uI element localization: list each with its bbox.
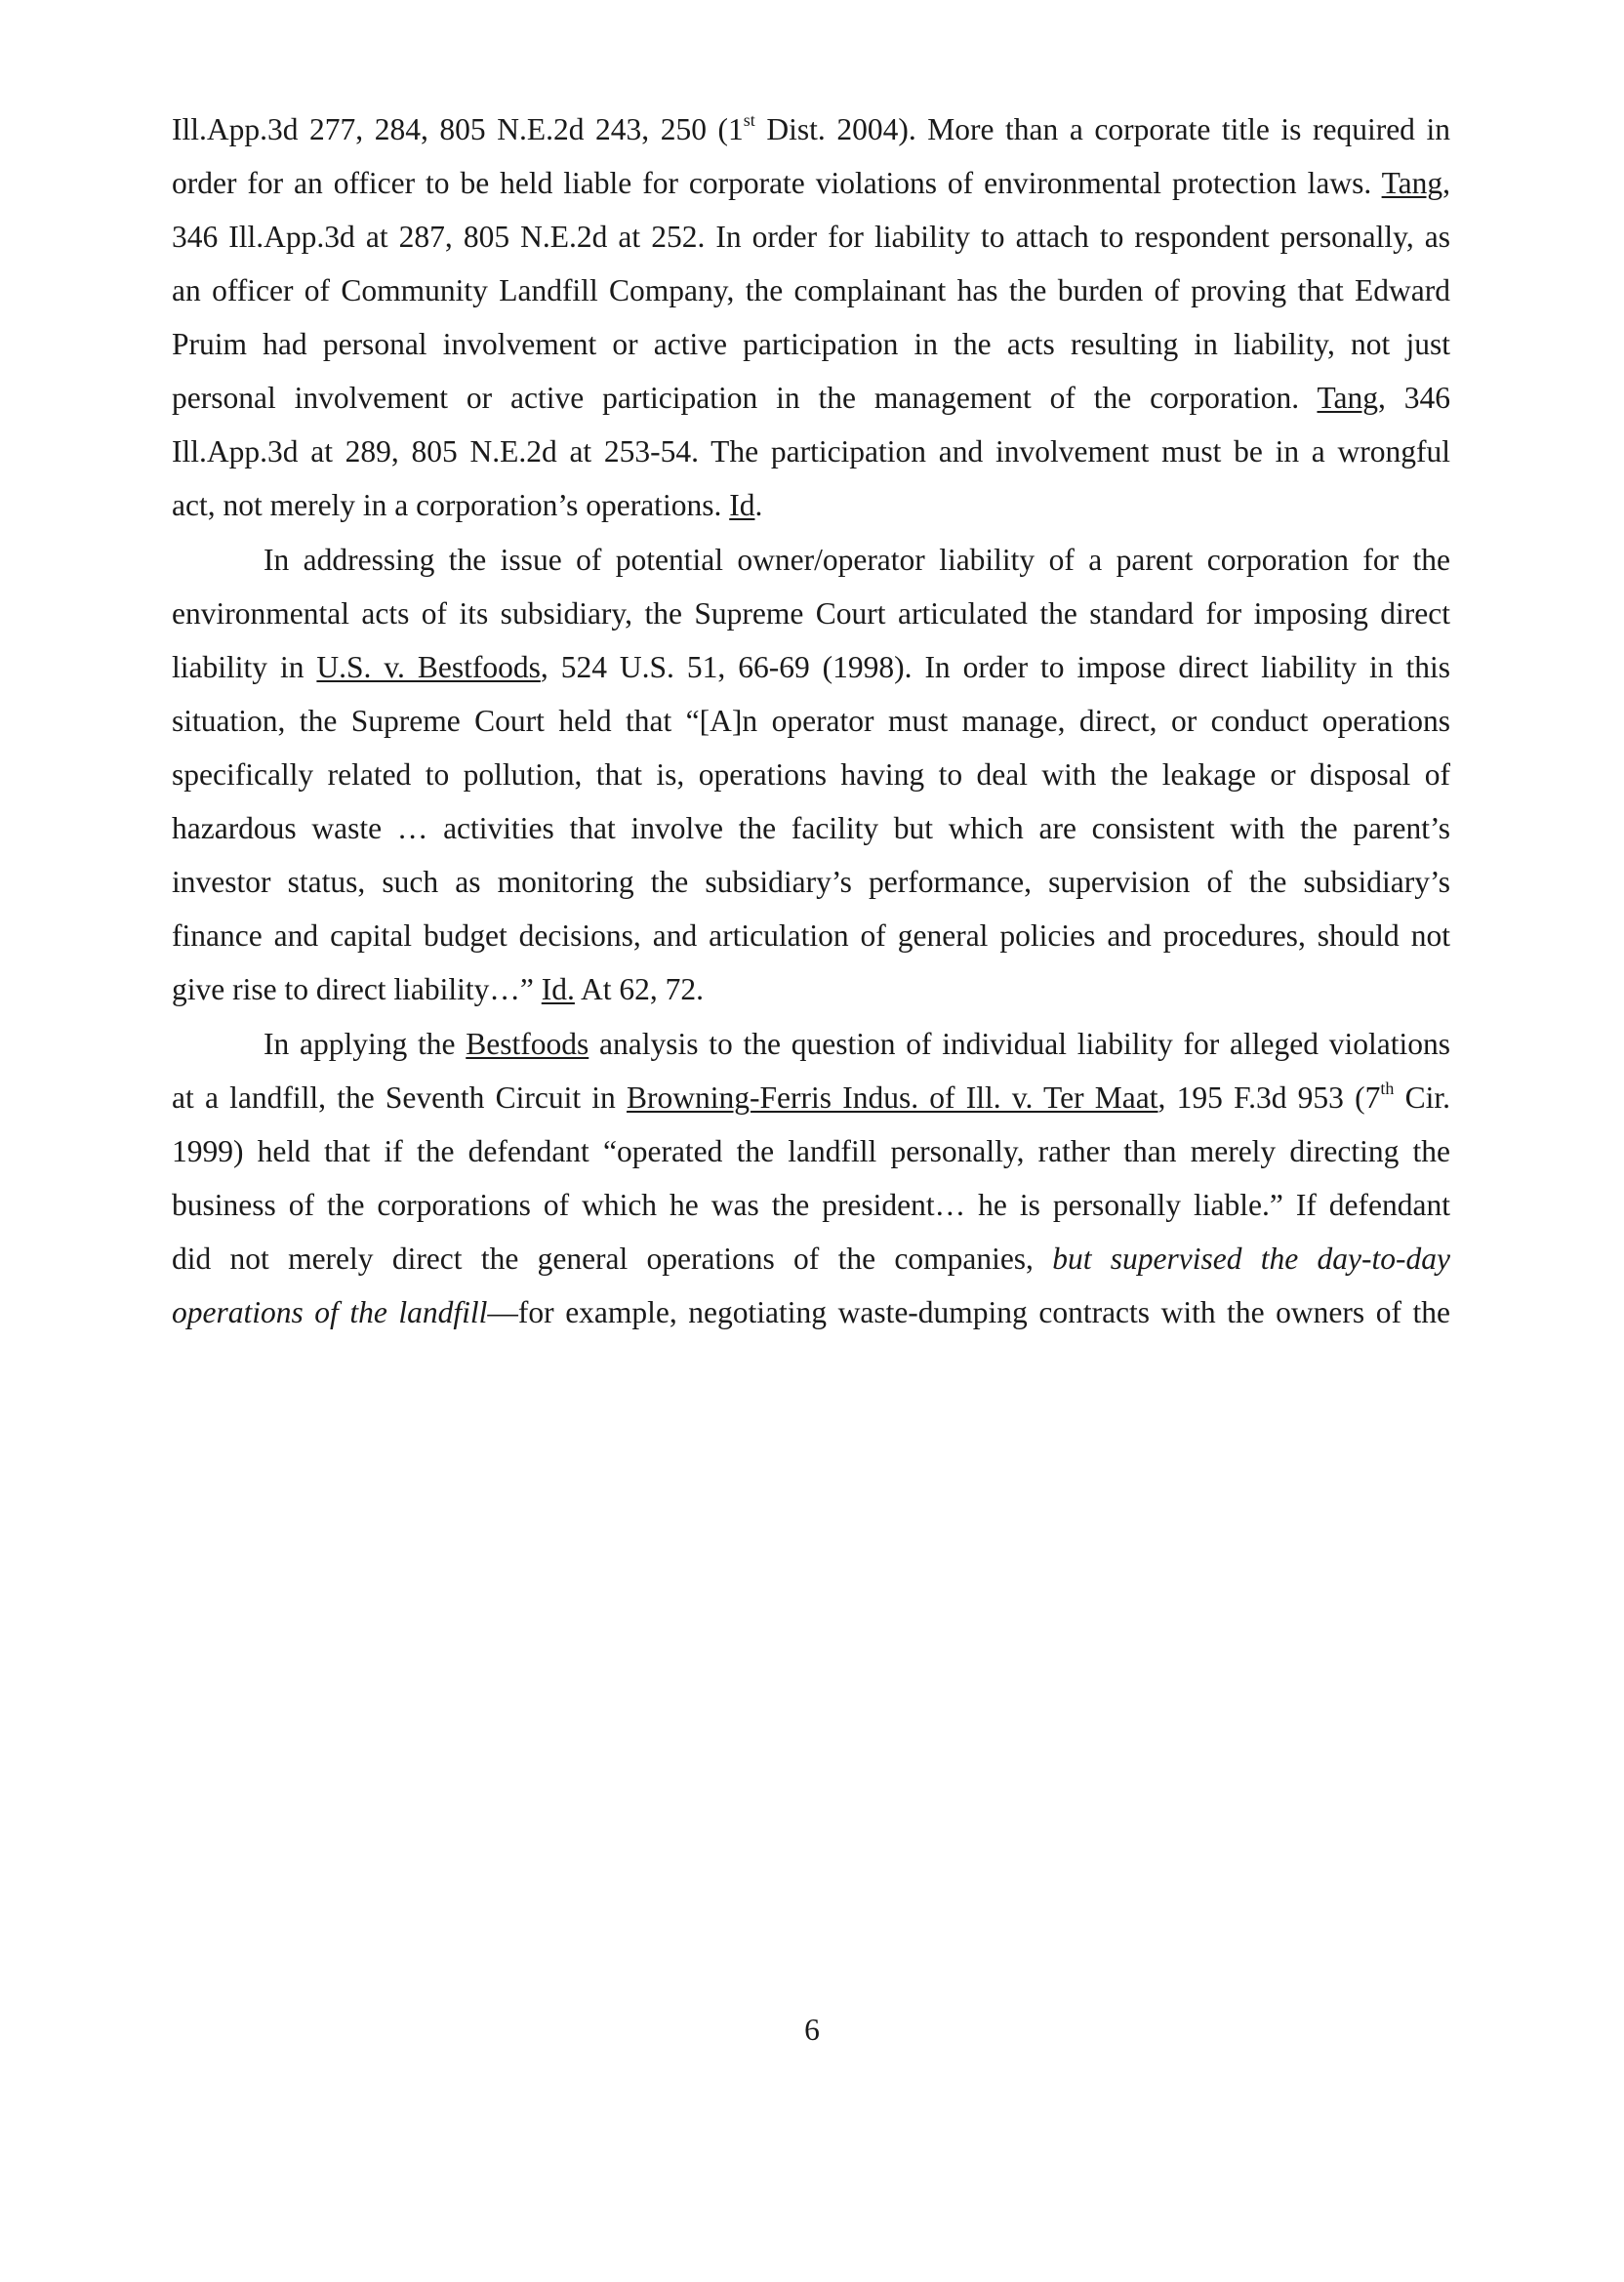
paragraph-2-line-4: situation, the Supreme Court held that “[A]n operator must manage, direct, or conduct operations	[172, 704, 1450, 738]
paragraph-1-line-8: act, not merely in a corporation’s operations. Id.	[172, 488, 763, 522]
paragraph-3-line-6: operations of the landfill—for example, negotiating waste-dumping contracts with the owners of the	[172, 1295, 1450, 1329]
case-citation: Tang	[1317, 381, 1379, 415]
emphasis-text: but supervised the day-to-day	[1052, 1242, 1450, 1276]
case-citation: Id	[729, 488, 755, 522]
paragraph-3-line-2: at a landfill, the Seventh Circuit in Browning-Ferris Indus. of Ill. v. Ter Maat, 195 F.3d 953 (7th Cir.	[172, 1079, 1450, 1115]
paragraph-2-line-3: liability in U.S. v. Bestfoods, 524 U.S. 51, 66-69 (1998). In order to impose direct liability in this	[172, 650, 1450, 684]
paragraph-2-line-1: In addressing the issue of potential owner/operator liability of a parent corporation for the	[264, 543, 1450, 577]
paragraph-2-line-8: finance and capital budget decisions, and articulation of general policies and procedures, should not	[172, 918, 1450, 953]
paragraph-2-line-6: hazardous waste … activities that involve the facility but which are consistent with the parent’s	[172, 811, 1450, 845]
paragraph-1-line-3: 346 Ill.App.3d at 287, 805 N.E.2d at 252. In order for liability to attach to respondent personally, as	[172, 220, 1450, 254]
emphasis-text: operations of the landfill	[172, 1295, 488, 1329]
paragraph-1-line-6: personal involvement or active participation in the management of the corporation. Tang, 346	[172, 381, 1451, 415]
paragraph-3-line-5: did not merely direct the general operations of the companies, but supervised the day-to-day	[172, 1242, 1450, 1276]
paragraph-3-line-1: In applying the Bestfoods analysis to the question of individual liability for alleged violations	[264, 1027, 1450, 1061]
case-citation: Id.	[541, 972, 575, 1006]
case-citation: Tang	[1381, 166, 1443, 200]
paragraph-1-line-1: Ill.App.3d 277, 284, 805 N.E.2d 243, 250 (1st Dist. 2004). More than a corporate title is required in	[172, 110, 1450, 146]
paragraph-1-line-2: order for an officer to be held liable for corporate violations of environmental protection laws. Tang,	[172, 166, 1450, 200]
paragraph-1-line-7: Ill.App.3d at 289, 805 N.E.2d at 253-54. The participation and involvement must be in a wrongful	[172, 434, 1450, 469]
paragraph-1-line-5: Pruim had personal involvement or active participation in the acts resulting in liability, not just	[172, 327, 1450, 361]
case-citation: Bestfoods	[466, 1027, 589, 1061]
paragraph-2-line-2: environmental acts of its subsidiary, the Supreme Court articulated the standard for imposing direct	[172, 596, 1450, 631]
paragraph-3-line-4: business of the corporations of which he was the president… he is personally liable.” If defendant	[172, 1188, 1450, 1222]
paragraph-3-line-3: 1999) held that if the defendant “operated the landfill personally, rather than merely directing the	[172, 1134, 1450, 1168]
paragraph-2-line-9: give rise to direct liability…” Id. At 62, 72.	[172, 972, 705, 1006]
paragraph-2-line-7: investor status, such as monitoring the subsidiary’s performance, supervision of the subsidiary’s	[172, 865, 1450, 899]
paragraph-1-line-4: an officer of Community Landfill Company, the complainant has the burden of proving that Edward	[172, 273, 1450, 307]
case-citation: U.S. v. Bestfoods	[316, 650, 541, 684]
paragraph-2-line-5: specifically related to pollution, that is, operations having to deal with the leakage or disposal of	[172, 757, 1450, 792]
case-citation: Browning-Ferris Indus. of Ill. v. Ter Maat	[627, 1080, 1158, 1115]
page-number: 6	[804, 2013, 820, 2047]
